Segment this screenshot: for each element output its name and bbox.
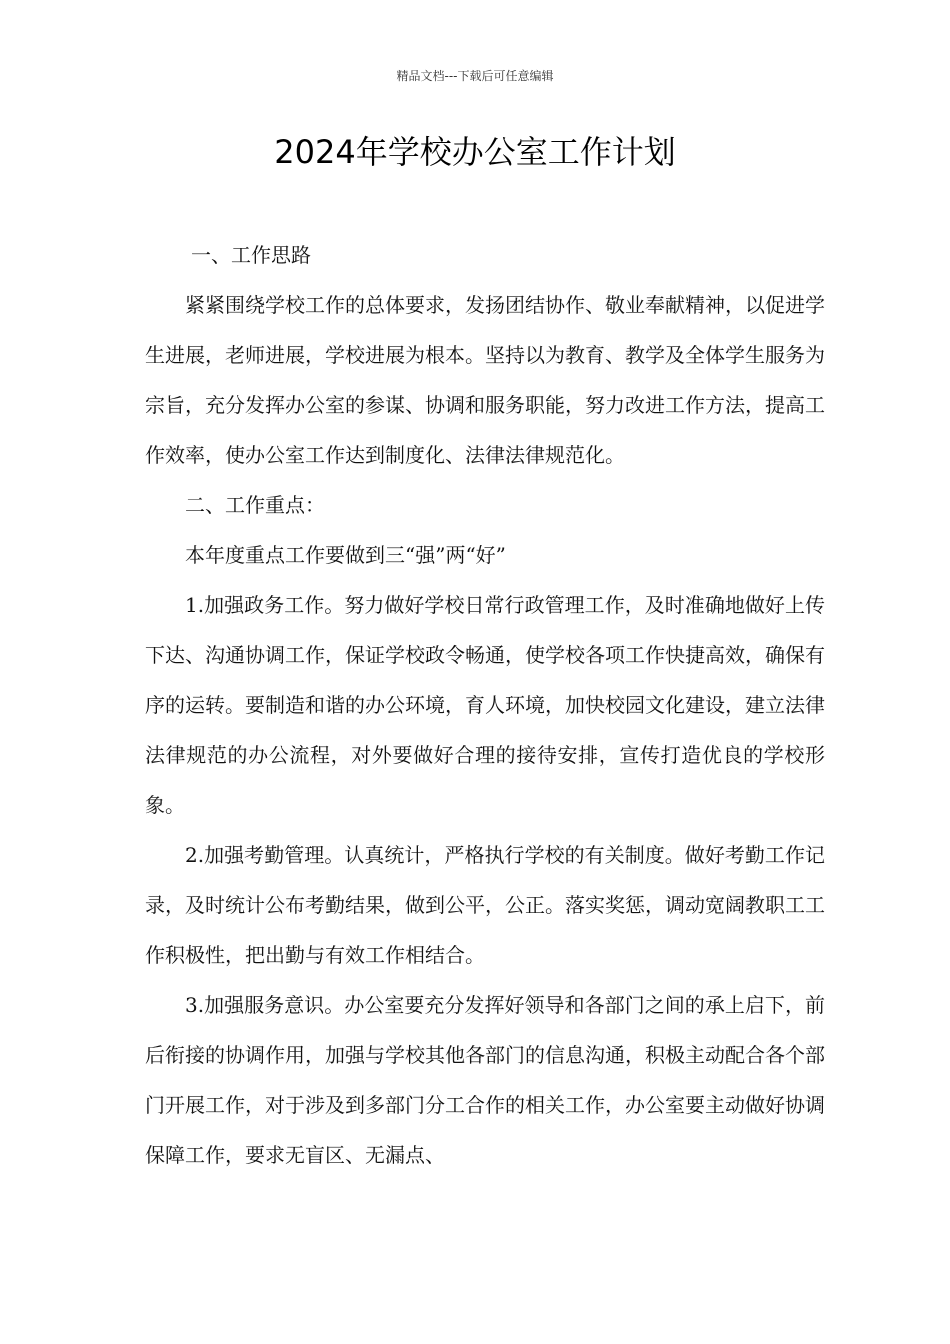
section-heading-work-approach: 一、工作思路 [191,243,311,267]
document-body [145,230,825,1180]
page-header-note: 精品文档---下载后可任意编辑 [396,69,554,83]
paragraph-item-2: 2.加强考勤管理。认真统计，严格执行学校的有关制度。做好考勤工作记录，及时统计公布考勤结果，做到公平，公正。落实奖惩，调动宽阔教职工工作积极性，把出勤与有效工作相结合。 [145,843,825,967]
paragraph-work-approach: 紧紧围绕学校工作的总体要求，发扬团结协作、敬业奉献精神，以促进学生进展，老师进展，学校进展为根本。坚持以为教育、教学及全体学生服务为宗旨，充分发挥办公室的参谋、协调和服务职能，努力改进工作方法，提高工作效率，使办公室工作达到制度化、法律法律规范化。 [145,293,825,467]
paragraph-item-1: 1.加强政务工作。努力做好学校日常行政管理工作，及时准确地做好上传下达、沟通协调工作，保证学校政令畅通，使学校各项工作快捷高效，确保有序的运转。要制造和谐的办公环境，育人环境，加快校园文化建设，建立法律法律规范的办公流程，对外要做好合理的接待安排，宣传打造优良的学校形象。 [145,593,825,817]
section-heading-work-focus: 二、工作重点： [185,493,325,517]
document-title: 2024年学校办公室工作计划 [274,133,676,171]
paragraph-item-3: 3.加强服务意识。办公室要充分发挥好领导和各部门之间的承上启下，前后衔接的协调作用，加强与学校其他各部门的信息沟通，积极主动配合各个部门开展工作，对于涉及到多部门分工合作的相关工作，办公室要主动做好协调保障工作，要求无盲区、无漏点、 [145,993,825,1167]
paragraph-focus-intro: 本年度重点工作要做到三“强”两“好” [185,543,506,567]
